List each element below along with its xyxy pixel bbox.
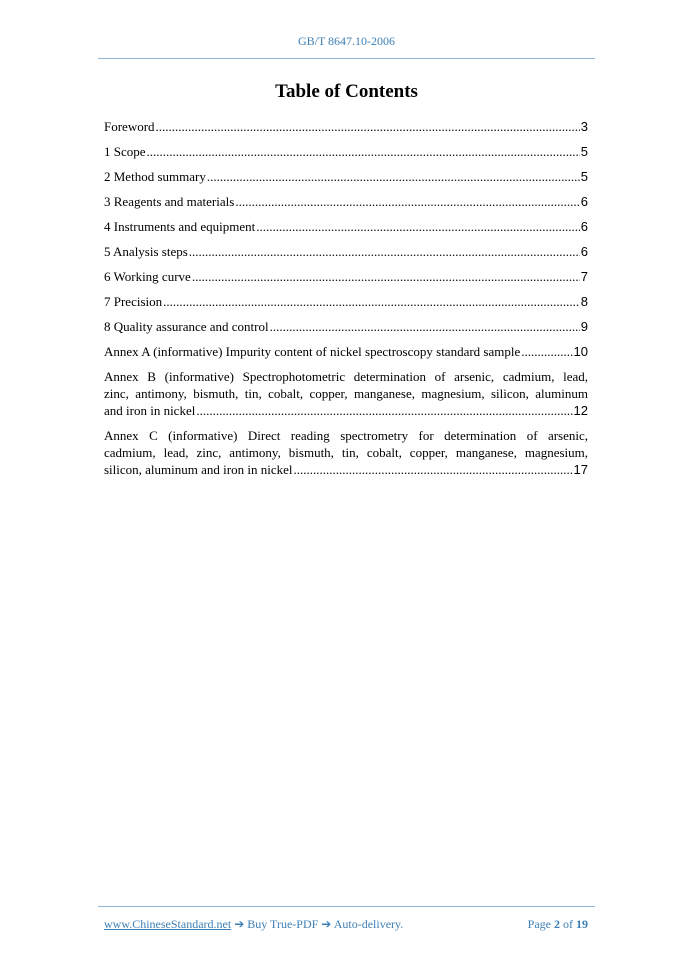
footer-promo <box>104 917 403 932</box>
toc-entry-last-line <box>104 402 588 419</box>
buy-text: Buy True-PDF <box>247 917 319 931</box>
arrow-right-icon: ➔ <box>234 917 245 931</box>
toc-entry-label: Foreword <box>104 119 155 134</box>
toc-entry-label-line: Annex C (informative) Direct reading spectrometry for determination of arsenic, <box>104 428 588 443</box>
toc-entry-page: 8 <box>580 294 588 309</box>
toc-entry-reagents[interactable] <box>104 193 588 210</box>
toc-entry-label-line: Annex B (informative) Spectrophotometric determination of arsenic, cadmium, lead, <box>104 369 588 384</box>
toc-entry-working-curve[interactable] <box>104 268 588 285</box>
toc-entry-label-line: silicon, aluminum and iron in nickel <box>104 462 293 477</box>
toc-entry-label: 3 Reagents and materials <box>104 194 235 209</box>
toc-entry-label-line: zinc, antimony, bismuth, tin, cobalt, copper, manganese, magnesium, silicon, aluminum <box>104 386 588 401</box>
toc-entry-label: 8 Quality assurance and control <box>104 319 269 334</box>
toc-entry-last-line <box>104 461 588 478</box>
toc-entry-page: 9 <box>580 319 588 334</box>
toc-entry-page: 10 <box>573 344 588 359</box>
toc-leader-dots <box>147 143 580 160</box>
toc-leader-dots <box>293 461 572 478</box>
delivery-text: Auto-delivery. <box>333 917 404 931</box>
toc-entry-label: 4 Instruments and equipment <box>104 219 256 234</box>
toc-entry-page: 6 <box>580 244 588 259</box>
toc-leader-dots <box>270 318 580 335</box>
toc-leader-dots <box>189 243 580 260</box>
toc-entry-page: 5 <box>580 169 588 184</box>
toc-entry-quality-assurance[interactable] <box>104 318 588 335</box>
toc-leader-dots <box>207 168 580 185</box>
toc-entry-annex-b[interactable] <box>104 368 588 419</box>
table-of-contents <box>104 118 588 486</box>
toc-leader-dots <box>235 193 579 210</box>
page-label: Page <box>527 917 551 931</box>
toc-leader-dots <box>196 402 572 419</box>
total-pages-number: 19 <box>576 917 588 931</box>
page-footer <box>104 917 588 932</box>
arrow-right-icon: ➔ <box>321 917 332 931</box>
site-link[interactable]: www.ChineseStandard.net <box>104 917 232 931</box>
toc-entry-label: 1 Scope <box>104 144 146 159</box>
toc-entry-analysis-steps[interactable] <box>104 243 588 260</box>
toc-entry-annex-c[interactable] <box>104 427 588 478</box>
toc-entry-label: Annex A (informative) Impurity content of nickel spectroscopy standard sample <box>104 344 521 359</box>
toc-leader-dots <box>163 293 580 310</box>
toc-entry-label-line: and iron in nickel <box>104 403 196 418</box>
header-divider <box>98 58 595 59</box>
of-label: of <box>563 917 573 931</box>
toc-entry-label-line: cadmium, lead, zinc, antimony, bismuth, tin, cobalt, copper, manganese, magnesium, <box>104 445 588 460</box>
toc-entry-label: 7 Precision <box>104 294 163 309</box>
toc-entry-foreword[interactable] <box>104 118 588 135</box>
toc-leader-dots <box>521 343 572 360</box>
toc-entry-scope[interactable] <box>104 143 588 160</box>
running-header: GB/T 8647.10-2006 <box>297 34 396 48</box>
toc-leader-dots <box>256 218 579 235</box>
toc-entry-label: 6 Working curve <box>104 269 191 284</box>
toc-entry-page: 12 <box>573 403 588 418</box>
toc-entry-page: 6 <box>580 219 588 234</box>
toc-leader-dots <box>156 118 580 135</box>
toc-entry-page: 5 <box>580 144 588 159</box>
toc-entry-method-summary[interactable] <box>104 168 588 185</box>
toc-entry-instruments[interactable] <box>104 218 588 235</box>
toc-leader-dots <box>192 268 580 285</box>
page-indicator <box>528 917 588 932</box>
page-title: Table of Contents <box>275 81 418 102</box>
toc-entry-page: 7 <box>580 269 588 284</box>
current-page-number: 2 <box>554 917 560 931</box>
toc-entry-page: 6 <box>580 194 588 209</box>
toc-entry-label: 5 Analysis steps <box>104 244 188 259</box>
toc-entry-page: 17 <box>573 462 588 477</box>
toc-entry-label: 2 Method summary <box>104 169 206 184</box>
toc-entry-page: 3 <box>580 119 588 134</box>
footer-divider <box>98 906 595 907</box>
toc-entry-annex-a[interactable] <box>104 343 588 360</box>
toc-entry-precision[interactable] <box>104 293 588 310</box>
